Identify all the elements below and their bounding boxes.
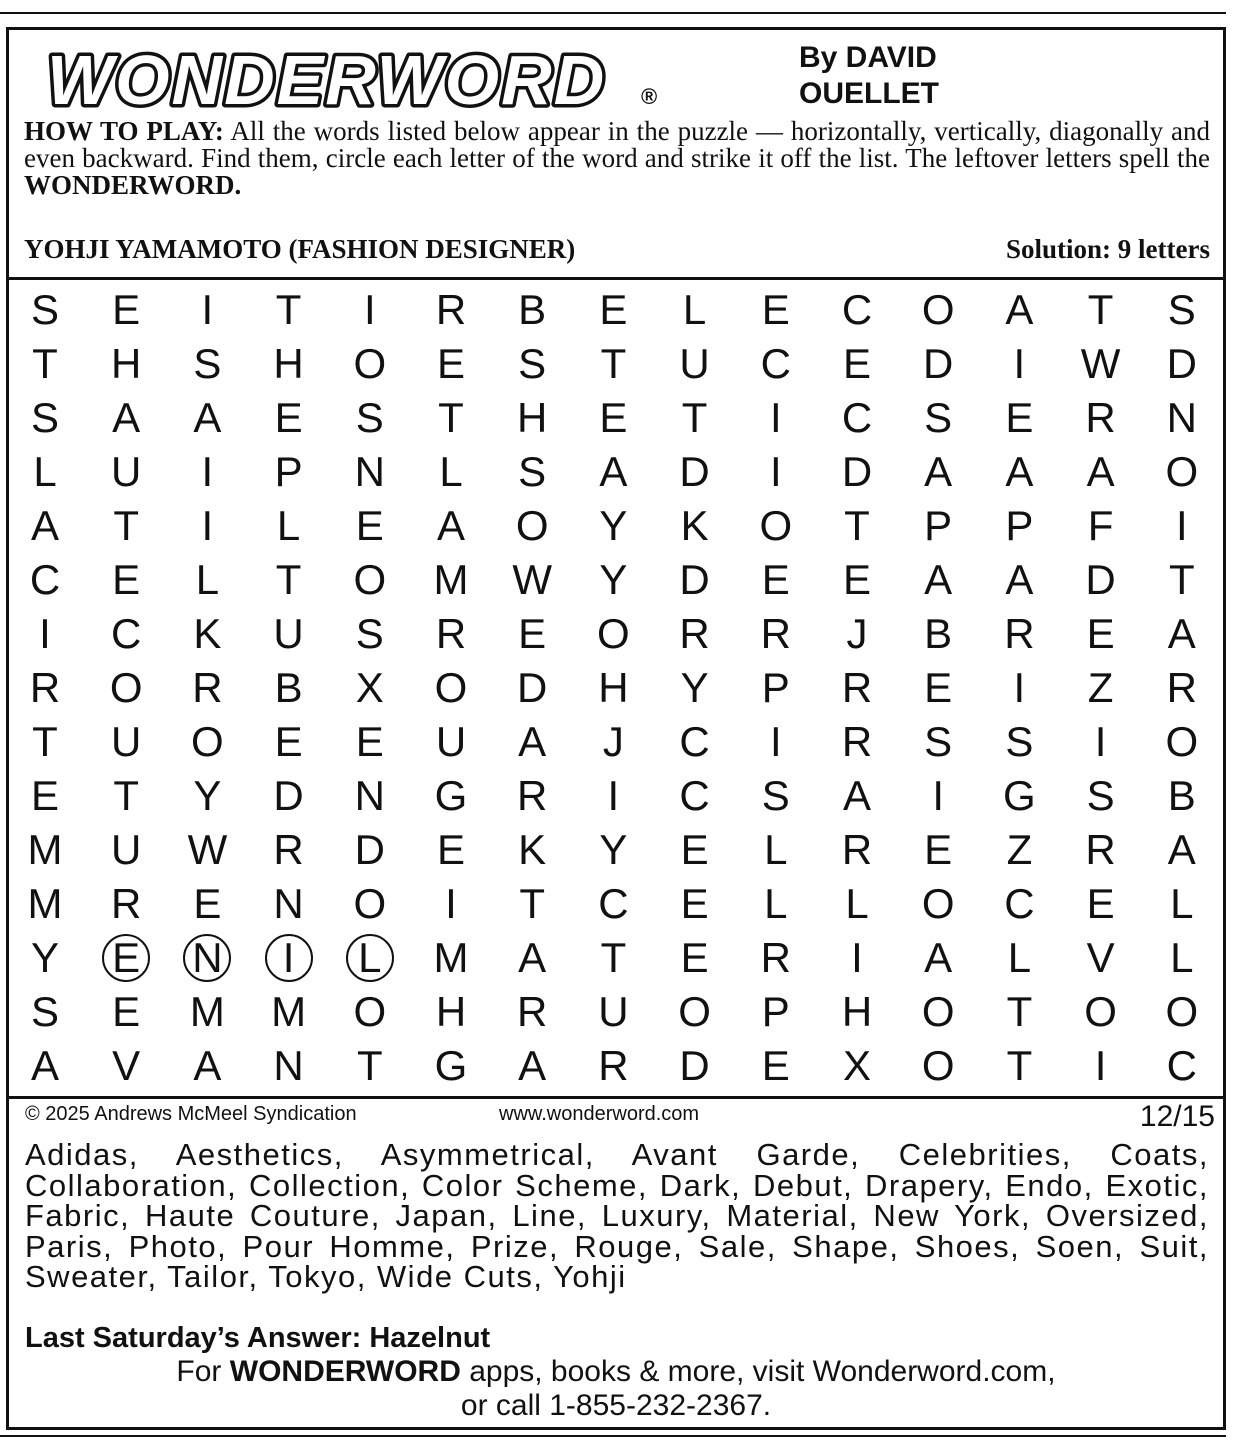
- grid-letter[interactable]: A: [112, 394, 141, 441]
- grid-letter[interactable]: K: [518, 826, 547, 873]
- grid-letter[interactable]: E: [436, 340, 465, 387]
- grid-letter[interactable]: W: [512, 556, 553, 603]
- grid-letter[interactable]: C: [111, 610, 142, 657]
- grid-letter[interactable]: A: [1167, 826, 1196, 873]
- grid-letter[interactable]: G: [434, 772, 468, 819]
- grid-letter[interactable]: V: [1086, 934, 1115, 981]
- promo: [9, 1355, 1223, 1423]
- grid-letter[interactable]: T: [356, 1042, 383, 1089]
- grid-letter[interactable]: H: [111, 340, 142, 387]
- grid-letter[interactable]: E: [1086, 880, 1115, 927]
- last-answer: Last Saturday’s Answer: Hazelnut: [25, 1322, 491, 1354]
- grid-letter[interactable]: R: [1085, 394, 1116, 441]
- promo-brand: WONDERWORD: [229, 1355, 461, 1388]
- grid-letter[interactable]: D: [517, 664, 548, 711]
- grid-letter[interactable]: C: [1004, 880, 1035, 927]
- grid-letter[interactable]: R: [29, 664, 61, 711]
- grid-letter[interactable]: Y: [599, 826, 628, 873]
- grid-letter[interactable]: D: [273, 772, 304, 819]
- grid-letter[interactable]: T: [600, 934, 627, 981]
- grid-letter[interactable]: D: [1166, 340, 1197, 387]
- grid-row: [9, 445, 1223, 499]
- byline-line-2: OUELLET: [799, 77, 939, 110]
- grid-letter[interactable]: D: [354, 826, 385, 873]
- grid-letter[interactable]: R: [760, 610, 791, 657]
- grid-row: [9, 985, 1223, 1039]
- grid-letter[interactable]: N: [354, 448, 385, 495]
- grid-letter[interactable]: A: [842, 772, 871, 819]
- grid-letter[interactable]: N: [177, 931, 237, 985]
- grid-letter[interactable]: U: [111, 826, 142, 873]
- grid-letter[interactable]: O: [353, 988, 387, 1035]
- grid-letter[interactable]: R: [679, 610, 710, 657]
- grid-row: [9, 391, 1223, 445]
- grid-letter[interactable]: U: [679, 340, 710, 387]
- grid-row: [9, 283, 1223, 337]
- grid-letter[interactable]: N: [1166, 394, 1197, 441]
- grid-letter[interactable]: E: [761, 286, 790, 333]
- grid-letter[interactable]: E: [193, 880, 222, 927]
- grid-letter[interactable]: L: [340, 931, 400, 985]
- how-to-play-text: All the words listed below appear in the puzzle — horizontally, vertically, diagonally and even backward. Find them, circle each letter of the word and strike it off the list. The leftover letters spell the: [24, 116, 1210, 173]
- grid-letter[interactable]: I: [932, 772, 945, 819]
- solution-length: Solution: 9 letters: [1006, 234, 1210, 264]
- grid-letter[interactable]: R: [841, 826, 873, 873]
- grid-letter[interactable]: T: [438, 394, 464, 441]
- grid-letter[interactable]: M: [271, 988, 307, 1035]
- grid-letter[interactable]: L: [764, 826, 788, 873]
- grid-letter[interactable]: S: [355, 394, 384, 441]
- grid-letter[interactable]: T: [1006, 1042, 1033, 1089]
- grid-letter[interactable]: D: [1085, 556, 1116, 603]
- puzzle-frame: [6, 27, 1226, 1430]
- grid-row: [9, 715, 1223, 769]
- puzzle-topic: YOHJI YAMAMOTO (FASHION DESIGNER): [24, 234, 576, 264]
- grid-letter[interactable]: U: [111, 448, 142, 495]
- grid-row: [9, 553, 1223, 607]
- grid-letter[interactable]: W: [187, 826, 228, 873]
- grid-letter[interactable]: A: [1005, 556, 1034, 603]
- grid-letter[interactable]: Y: [599, 556, 628, 603]
- grid-letter[interactable]: A: [924, 448, 953, 495]
- grid-letter[interactable]: O: [921, 286, 955, 333]
- grid-letter[interactable]: C: [679, 718, 710, 765]
- grid-letter[interactable]: L: [764, 880, 788, 927]
- grid-letter[interactable]: J: [602, 718, 624, 765]
- grid-row: [9, 607, 1223, 661]
- grid-letter[interactable]: O: [515, 502, 549, 549]
- grid-letter[interactable]: L: [1170, 934, 1194, 981]
- grid-letter[interactable]: O: [921, 988, 955, 1035]
- how-to-play-end: WONDERWORD.: [24, 170, 242, 200]
- grid-letter[interactable]: A: [193, 1042, 222, 1089]
- grid-letter[interactable]: G: [434, 1042, 468, 1089]
- registered-mark: ®: [641, 84, 658, 109]
- grid-letter[interactable]: I: [445, 880, 457, 927]
- grid-letter[interactable]: T: [32, 340, 58, 387]
- grid-letter[interactable]: S: [1167, 286, 1196, 333]
- grid-letter[interactable]: T: [681, 394, 708, 441]
- grid-letter[interactable]: E: [842, 340, 871, 387]
- grid-letter[interactable]: E: [30, 772, 59, 819]
- grid-letter[interactable]: O: [434, 664, 468, 711]
- grid-letter[interactable]: L: [1170, 880, 1194, 927]
- grid-letter[interactable]: L: [1007, 934, 1032, 981]
- promo-line-2: or call 1-855-232-2367.: [460, 1389, 772, 1422]
- grid-letter[interactable]: E: [924, 664, 953, 711]
- grid-letter[interactable]: R: [760, 934, 791, 981]
- grid-letter[interactable]: V: [112, 1042, 141, 1089]
- wonderword-logo: [39, 38, 649, 122]
- grid-letter[interactable]: N: [354, 772, 385, 819]
- grid-letter[interactable]: D: [679, 1042, 710, 1089]
- grid-letter[interactable]: O: [353, 556, 387, 603]
- grid-letter[interactable]: M: [433, 934, 469, 981]
- grid-letter[interactable]: E: [1086, 610, 1115, 657]
- grid-letter[interactable]: I: [1094, 718, 1107, 765]
- grid-letter[interactable]: C: [29, 556, 61, 603]
- grid-letter[interactable]: N: [273, 880, 304, 927]
- letter-circle: [183, 934, 231, 982]
- grid-letter[interactable]: P: [761, 664, 790, 711]
- promo-line-1: [9, 1355, 1223, 1389]
- grid-letter[interactable]: S: [30, 394, 59, 441]
- grid-letter[interactable]: T: [275, 286, 302, 333]
- grid-letter[interactable]: R: [192, 664, 223, 711]
- grid-letter[interactable]: O: [678, 988, 711, 1035]
- grid-letter[interactable]: T: [844, 502, 870, 549]
- grid-letter[interactable]: A: [518, 718, 547, 765]
- grid-letter[interactable]: I: [1094, 1042, 1107, 1089]
- grid-letter[interactable]: P: [274, 448, 303, 495]
- grid-row: [9, 931, 1223, 985]
- grid-letter[interactable]: A: [193, 394, 222, 441]
- grid-letter[interactable]: S: [518, 340, 547, 387]
- grid-letter[interactable]: M: [27, 880, 63, 927]
- grid-letter[interactable]: P: [1005, 502, 1034, 549]
- grid-letter[interactable]: A: [924, 934, 953, 981]
- grid-letter[interactable]: H: [841, 988, 873, 1035]
- grid-letter[interactable]: O: [353, 340, 387, 387]
- grid-letter[interactable]: Z: [1087, 664, 1114, 711]
- grid-letter[interactable]: R: [841, 718, 873, 765]
- grid-letter[interactable]: A: [436, 502, 465, 549]
- grid-letter[interactable]: A: [30, 1042, 59, 1089]
- grid-letter[interactable]: I: [363, 286, 376, 333]
- grid-letter[interactable]: R: [435, 610, 467, 657]
- grid-letter[interactable]: R: [1085, 826, 1116, 873]
- grid-row: [9, 1039, 1223, 1093]
- grid-letter[interactable]: A: [518, 934, 547, 981]
- grid-letter[interactable]: R: [517, 988, 548, 1035]
- grid-letter[interactable]: M: [433, 556, 469, 603]
- grid-letter[interactable]: W: [1080, 340, 1121, 387]
- logo-text: WONDERWORD: [47, 41, 607, 119]
- grid-letter[interactable]: E: [680, 826, 709, 873]
- grid-letter[interactable]: T: [1006, 988, 1033, 1035]
- byline-line-1: By DAVID: [799, 41, 937, 74]
- grid-letter[interactable]: P: [924, 502, 953, 549]
- grid-letter[interactable]: Z: [1006, 826, 1033, 873]
- puzzle-header: [9, 30, 1223, 278]
- grid-letter[interactable]: B: [274, 664, 303, 711]
- letter-circle: [346, 934, 394, 982]
- letter-circle: [265, 934, 313, 982]
- grid-letter[interactable]: E: [761, 556, 790, 603]
- grid-letter[interactable]: O: [191, 718, 224, 765]
- grid-letter[interactable]: L: [682, 286, 707, 333]
- grid-letter[interactable]: E: [599, 394, 628, 441]
- grid-letter[interactable]: J: [846, 610, 868, 657]
- grid-letter[interactable]: L: [845, 880, 869, 927]
- promo-pre: For: [176, 1355, 222, 1388]
- grid-letter[interactable]: D: [679, 556, 710, 603]
- letter-circle: [102, 934, 150, 982]
- grid-letter[interactable]: N: [273, 1042, 304, 1089]
- grid-letter[interactable]: Y: [599, 502, 628, 549]
- grid-letter[interactable]: A: [518, 1042, 547, 1089]
- grid-letter[interactable]: U: [598, 988, 629, 1035]
- grid-letter[interactable]: I: [201, 286, 214, 333]
- grid-letter[interactable]: I: [259, 931, 319, 985]
- grid-letter[interactable]: O: [1165, 988, 1199, 1035]
- grid-letter[interactable]: U: [273, 610, 304, 657]
- grid-letter[interactable]: L: [439, 448, 463, 495]
- grid-letter[interactable]: Y: [30, 934, 59, 981]
- grid-letter[interactable]: O: [921, 880, 955, 927]
- grid-letter[interactable]: L: [195, 556, 220, 603]
- grid-letter[interactable]: D: [841, 448, 873, 495]
- grid-row: [9, 661, 1223, 715]
- grid-letter[interactable]: I: [851, 934, 863, 981]
- grid-letter[interactable]: E: [355, 502, 384, 549]
- grid-letter[interactable]: G: [1003, 772, 1036, 819]
- grid-letter[interactable]: E: [518, 610, 547, 657]
- grid-letter[interactable]: O: [1084, 988, 1117, 1035]
- grid-letter[interactable]: H: [517, 394, 548, 441]
- grid-letter[interactable]: I: [39, 610, 51, 657]
- grid-letter[interactable]: E: [112, 286, 141, 333]
- grid-letter[interactable]: A: [599, 448, 628, 495]
- grid-letter[interactable]: U: [111, 718, 142, 765]
- grid-letter[interactable]: S: [193, 340, 222, 387]
- grid-letter[interactable]: L: [276, 502, 301, 549]
- grid-letter[interactable]: F: [1087, 502, 1114, 549]
- grid-letter[interactable]: O: [1165, 718, 1199, 765]
- grid-letter[interactable]: L: [33, 448, 57, 495]
- grid-letter[interactable]: H: [273, 340, 304, 387]
- grid-letter[interactable]: S: [1086, 772, 1115, 819]
- grid-letter[interactable]: X: [842, 1042, 871, 1089]
- grid-letter[interactable]: C: [598, 880, 629, 927]
- grid-letter[interactable]: C: [841, 394, 873, 441]
- grid-letter[interactable]: O: [759, 502, 793, 549]
- grid-letter[interactable]: E: [842, 556, 871, 603]
- grid-letter[interactable]: K: [680, 502, 709, 549]
- grid-letter[interactable]: H: [598, 664, 629, 711]
- grid-letter[interactable]: C: [1166, 1042, 1197, 1089]
- grid-letter[interactable]: H: [435, 988, 467, 1035]
- grid-letter[interactable]: Y: [193, 772, 222, 819]
- grid-letter[interactable]: O: [597, 610, 630, 657]
- grid-letter[interactable]: T: [1087, 286, 1114, 333]
- grid-letter[interactable]: R: [1166, 664, 1197, 711]
- grid-letter[interactable]: S: [924, 718, 953, 765]
- grid-letter[interactable]: E: [96, 931, 156, 985]
- website-link[interactable]: www.wonderword.com: [499, 1103, 700, 1125]
- grid-letter[interactable]: A: [30, 502, 59, 549]
- grid-letter[interactable]: O: [353, 880, 387, 927]
- grid-row: [9, 769, 1223, 823]
- grid-letter[interactable]: T: [600, 340, 627, 387]
- grid-letter[interactable]: I: [1175, 502, 1188, 549]
- grid-letter[interactable]: E: [1005, 394, 1034, 441]
- grid-row: [9, 877, 1223, 931]
- grid-letter[interactable]: B: [518, 286, 547, 333]
- grid-row: [9, 499, 1223, 553]
- grid-letter[interactable]: S: [30, 988, 59, 1035]
- grid-letter[interactable]: S: [1005, 718, 1034, 765]
- grid-letter[interactable]: B: [1167, 772, 1196, 819]
- grid-letter[interactable]: M: [189, 988, 225, 1035]
- letter-grid: [9, 280, 1223, 1095]
- grid-letter[interactable]: M: [27, 826, 63, 873]
- grid-letter[interactable]: E: [599, 286, 628, 333]
- grid-letter[interactable]: R: [841, 664, 873, 711]
- grid-letter[interactable]: R: [435, 286, 467, 333]
- grid-row: [9, 337, 1223, 391]
- grid-letter[interactable]: T: [1168, 556, 1195, 603]
- grid-letter[interactable]: S: [355, 610, 384, 657]
- grid-letter[interactable]: E: [355, 718, 384, 765]
- grid-letter[interactable]: A: [1086, 448, 1115, 495]
- grid-letter[interactable]: D: [923, 340, 954, 387]
- grid-letter[interactable]: I: [201, 448, 214, 495]
- grid-letter[interactable]: A: [1167, 610, 1196, 657]
- grid-letter[interactable]: E: [112, 988, 141, 1035]
- grid-letter[interactable]: C: [679, 772, 710, 819]
- grid-letter[interactable]: X: [355, 664, 384, 711]
- grid-letter[interactable]: T: [113, 772, 140, 819]
- grid-letter[interactable]: S: [30, 286, 59, 333]
- grid-row: [9, 823, 1223, 877]
- grid-divider: [9, 1096, 1223, 1099]
- grid-letter[interactable]: I: [769, 718, 782, 765]
- grid-letter[interactable]: E: [761, 1042, 790, 1089]
- bottom-rule: [0, 1435, 1226, 1437]
- grid-letter[interactable]: S: [924, 394, 953, 441]
- grid-letter[interactable]: O: [109, 664, 143, 711]
- grid-letter[interactable]: E: [680, 880, 709, 927]
- grid-letter[interactable]: R: [517, 772, 548, 819]
- grid-letter[interactable]: E: [436, 826, 465, 873]
- grid-letter[interactable]: A: [924, 556, 953, 603]
- grid-letter[interactable]: P: [761, 988, 790, 1035]
- grid-letter[interactable]: A: [1005, 448, 1034, 495]
- grid-letter[interactable]: C: [841, 286, 873, 333]
- grid-letter[interactable]: R: [598, 1042, 629, 1089]
- how-to-play: [24, 118, 1210, 199]
- grid-letter[interactable]: E: [274, 394, 303, 441]
- grid-letter[interactable]: K: [193, 610, 222, 657]
- byline: [799, 40, 939, 112]
- grid-letter[interactable]: R: [273, 826, 304, 873]
- copyright: © 2025 Andrews McMeel Syndication: [25, 1103, 357, 1125]
- grid-letter[interactable]: I: [1013, 664, 1026, 711]
- grid-letter[interactable]: Y: [680, 664, 709, 711]
- grid-letter[interactable]: T: [275, 556, 302, 603]
- grid-letter[interactable]: I: [769, 394, 782, 441]
- puzzle-date: 12/15: [1139, 1100, 1215, 1133]
- grid-letter[interactable]: A: [1005, 286, 1034, 333]
- grid-letter[interactable]: T: [519, 880, 546, 927]
- grid-letter[interactable]: I: [201, 502, 214, 549]
- grid-letter[interactable]: C: [760, 340, 791, 387]
- grid-letter[interactable]: R: [1004, 610, 1035, 657]
- grid-letter[interactable]: E: [112, 556, 141, 603]
- grid-letter[interactable]: I: [1013, 340, 1026, 387]
- grid-letter[interactable]: E: [924, 826, 953, 873]
- grid-letter[interactable]: T: [113, 502, 140, 549]
- top-rule: [0, 12, 1226, 14]
- grid-letter[interactable]: U: [435, 718, 467, 765]
- grid-letter[interactable]: E: [274, 718, 303, 765]
- grid-letter[interactable]: O: [1165, 448, 1199, 495]
- promo-post: apps, books & more, visit Wonderword.com,: [469, 1355, 1056, 1388]
- grid-letter[interactable]: S: [761, 772, 790, 819]
- grid-letter[interactable]: D: [679, 448, 710, 495]
- grid-letter[interactable]: S: [518, 448, 547, 495]
- grid-letter[interactable]: E: [680, 934, 709, 981]
- word-list: Adidas, Aesthetics, Asymmetrical, Avant Garde, Celebrities, Coats, Collaboration, Collection, Color Scheme, Dark, Debut, Drapery, Endo, Exotic, Fabric, Haute Couture, Japan, Line, Luxury, Material, New York, Oversized, Paris, Photo, Pour Homme, Prize, Rouge, Sale, Shape, Shoes, Soen, Suit, Sweater, Tailor, Tokyo, Wide Cuts, Yohji: [25, 1137, 1209, 1294]
- grid-letter[interactable]: B: [924, 610, 953, 657]
- grid-letter[interactable]: T: [32, 718, 58, 765]
- grid-letter[interactable]: I: [607, 772, 620, 819]
- grid-letter[interactable]: O: [921, 1042, 955, 1089]
- grid-letter[interactable]: R: [111, 880, 142, 927]
- how-to-play-label: HOW TO PLAY:: [24, 116, 224, 146]
- grid-letter[interactable]: I: [769, 448, 782, 495]
